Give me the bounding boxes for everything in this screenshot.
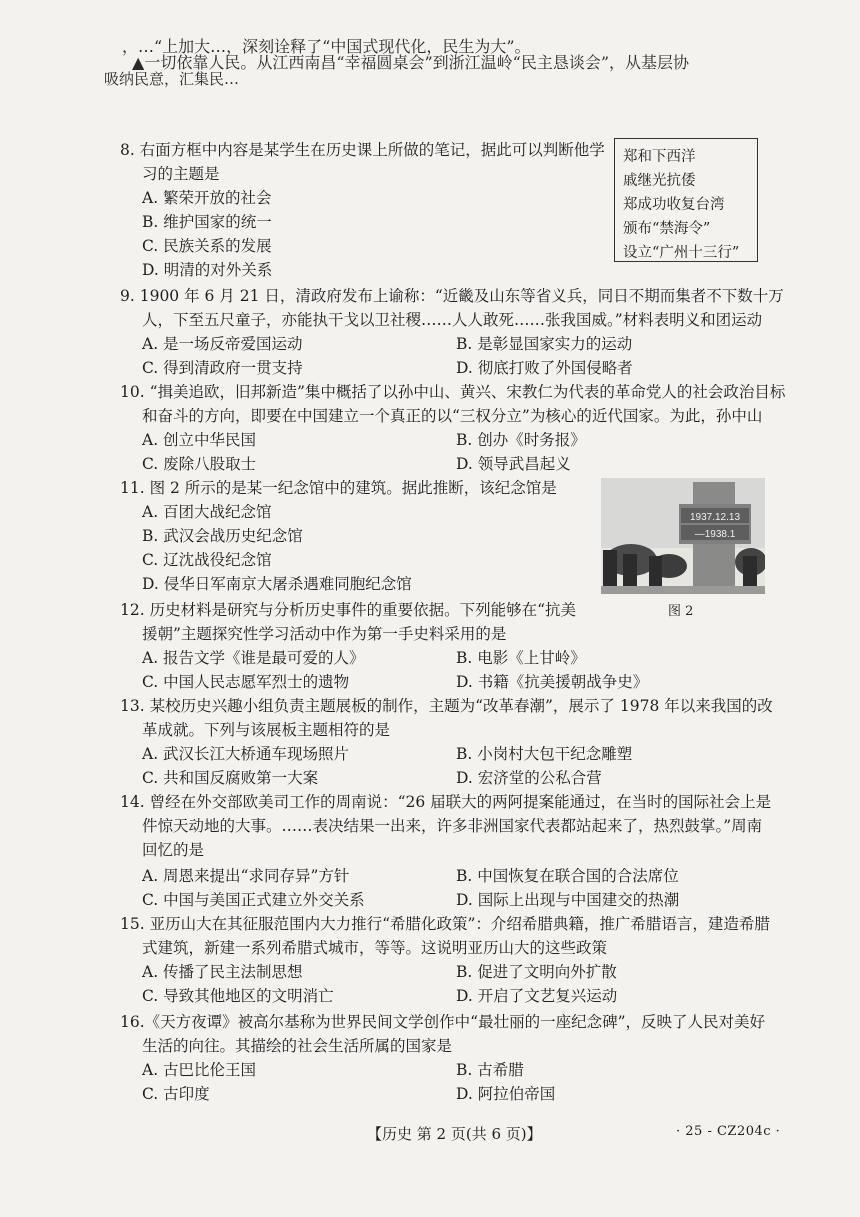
- q9-option-a: A. 是一场反帝爱国运动: [142, 335, 303, 353]
- header-fragment-line1: ，…“上加大…，深刻诠释了“中国式现代化，民生为大”。: [122, 37, 531, 56]
- q14-option-a: A. 周恩来提出“求同存异”方针: [142, 867, 350, 885]
- paper-code: · 25 - CZ204c ·: [676, 1124, 781, 1139]
- q16-option-a: A. 古巴比伦王国: [142, 1061, 257, 1079]
- note-item: 设立“广州十三行”: [623, 245, 740, 261]
- page-footer: 【历史 第 2 页(共 6 页)】: [367, 1125, 542, 1143]
- q12-option-c: C. 中国人民志愿军烈士的遗物: [142, 673, 350, 691]
- q9-option-d: D. 彻底打败了外国侵略者: [456, 359, 633, 377]
- q12-stem-line1: 12. 历史材料是研究与分析历史事件的重要依据。下列能够在“抗美: [120, 601, 577, 619]
- q10-option-c: C. 废除八股取士: [142, 455, 257, 473]
- memorial-photo: [601, 478, 765, 594]
- q15-stem-line1: 15. 亚历山大在其征服范围内大力推行“希腊化政策”：介绍希腊典籍，推广希腊语言，建造希腊: [120, 915, 770, 933]
- q14-stem-line3: 回忆的是: [142, 841, 205, 859]
- q8-option-c: C. 民族关系的发展: [142, 237, 272, 255]
- triangle-icon: ▲: [132, 53, 145, 72]
- q16-option-d: D. 阿拉伯帝国: [456, 1085, 556, 1103]
- note-item: 颁布“禁海令”: [623, 221, 711, 237]
- q11-option-d: D. 侵华日军南京大屠杀遇难同胞纪念馆: [142, 575, 412, 593]
- q13-stem-line1: 13. 某校历史兴趣小组负责主题展板的制作，主题为“改革春潮”，展示了 1978 年以来我国的改: [120, 697, 773, 715]
- q12-stem-line2: 援朝”主题探究性学习活动中作为第一手史料采用的是: [142, 625, 507, 643]
- header-fragment-line2-text: 一切依靠人民。从江西南昌“幸福圆桌会”到浙江温岭“民主恳谈会”，从基层协: [144, 53, 690, 72]
- q10-option-b: B. 创办《时务报》: [456, 431, 586, 449]
- q8-option-d: D. 明清的对外关系: [142, 261, 273, 279]
- q9-option-b: B. 是彰显国家实力的运动: [456, 335, 633, 353]
- q14-option-d: D. 国际上出现与中国建交的热潮: [456, 891, 680, 909]
- q14-option-c: C. 中国与美国正式建立外交关系: [142, 891, 365, 909]
- q10-option-a: A. 创立中华民国: [142, 431, 257, 449]
- q13-option-d: D. 宏济堂的公私合营: [456, 769, 602, 787]
- q13-option-a: A. 武汉长江大桥通车现场照片: [142, 745, 350, 763]
- q14-stem-line1: 14. 曾经在外交部欧美司工作的周南说：“26 届联大的两阿提案能通过，在当时的国际社会上是: [120, 793, 772, 811]
- monument-date-text: 1937.12.13: [689, 512, 741, 523]
- q15-option-d: D. 开启了文艺复兴运动: [456, 987, 618, 1005]
- q11-stem-line1: 11. 图 2 所示的是某一纪念馆中的建筑。据此推断，该纪念馆是: [120, 479, 557, 497]
- q14-option-b: B. 中国恢复在联合国的合法席位: [456, 867, 679, 885]
- q9-stem-line2: 人，下至五尺童子，亦能执干戈以卫社稷……人人敢死……张我国威。”材料表明义和团运动: [142, 311, 763, 329]
- q12-option-b: B. 电影《上甘岭》: [456, 649, 586, 667]
- note-item: 戚继光抗倭: [623, 173, 696, 189]
- q11-option-c: C. 辽沈战役纪念馆: [142, 551, 272, 569]
- note-item: 郑成功收复台湾: [623, 197, 725, 213]
- q10-stem-line2: 和奋斗的方向，即要在中国建立一个真正的以“三权分立”为核心的近代国家。为此，孙中山: [142, 407, 763, 425]
- q16-stem-line1: 16.《天方夜谭》被高尔基称为世界民间文学创作中“最壮丽的一座纪念碑”，反映了人民对美好: [120, 1013, 766, 1031]
- q12-option-a: A. 报告文学《谁是最可爱的人》: [142, 649, 365, 667]
- q16-stem-line2: 生活的向往。其描绘的社会生活所属的国家是: [142, 1037, 453, 1055]
- q11-option-a: A. 百团大战纪念馆: [142, 503, 272, 521]
- q15-option-a: A. 传播了民主法制思想: [142, 963, 303, 981]
- q8-notes-box: [614, 138, 758, 262]
- q15-option-c: C. 导致其他地区的文明消亡: [142, 987, 334, 1005]
- q13-stem-line2: 革成就。下列与该展板主题相符的是: [142, 721, 391, 739]
- q8-option-b: B. 维护国家的统一: [142, 213, 272, 231]
- q14-stem-line2: 件惊天动地的大事。……表决结果一出来，许多非洲国家代表都站起来了，热烈鼓掌。”周南: [142, 817, 763, 835]
- q15-option-b: B. 促进了文明向外扩散: [456, 963, 617, 981]
- note-item: 郑和下西洋: [623, 149, 696, 165]
- header-fragment-line3: 吸纳民意，汇集民…: [104, 70, 240, 88]
- q16-option-c: C. 古印度: [142, 1085, 210, 1103]
- q8-stem-line2: 习的主题是: [142, 165, 220, 183]
- q13-option-b: B. 小岗村大包干纪念雕塑: [456, 745, 633, 763]
- monument-date-text: —1938.1: [694, 529, 736, 540]
- q16-option-b: B. 古希腊: [456, 1061, 524, 1079]
- q10-stem-line1: 10. “揖美追欧，旧邦新造”集中概括了以孙中山、黄兴、宋教仁为代表的革命党人的社会政治目标: [120, 383, 786, 401]
- q8-option-a: A. 繁荣开放的社会: [142, 189, 272, 207]
- q10-option-d: D. 领导武昌起义: [456, 455, 571, 473]
- q12-option-d: D. 书籍《抗美援朝战争史》: [456, 673, 649, 691]
- q8-stem-line1: 8. 右面方框中内容是某学生在历史课上所做的笔记，据此可以判断他学: [120, 141, 605, 159]
- q15-stem-line2: 式建筑，新建一系列希腊式城市，等等。这说明亚历山大的这些政策: [142, 939, 608, 957]
- q13-option-c: C. 共和国反腐败第一大案: [142, 769, 319, 787]
- q9-option-c: C. 得到清政府一贯支持: [142, 359, 303, 377]
- q11-option-b: B. 武汉会战历史纪念馆: [142, 527, 303, 545]
- figure-caption: 图 2: [668, 604, 694, 619]
- q9-stem-line1: 9. 1900 年 6 月 21 日，清政府发布上谕称：“近畿及山东等省义兵，同日不期而集者不下数十万: [120, 287, 784, 305]
